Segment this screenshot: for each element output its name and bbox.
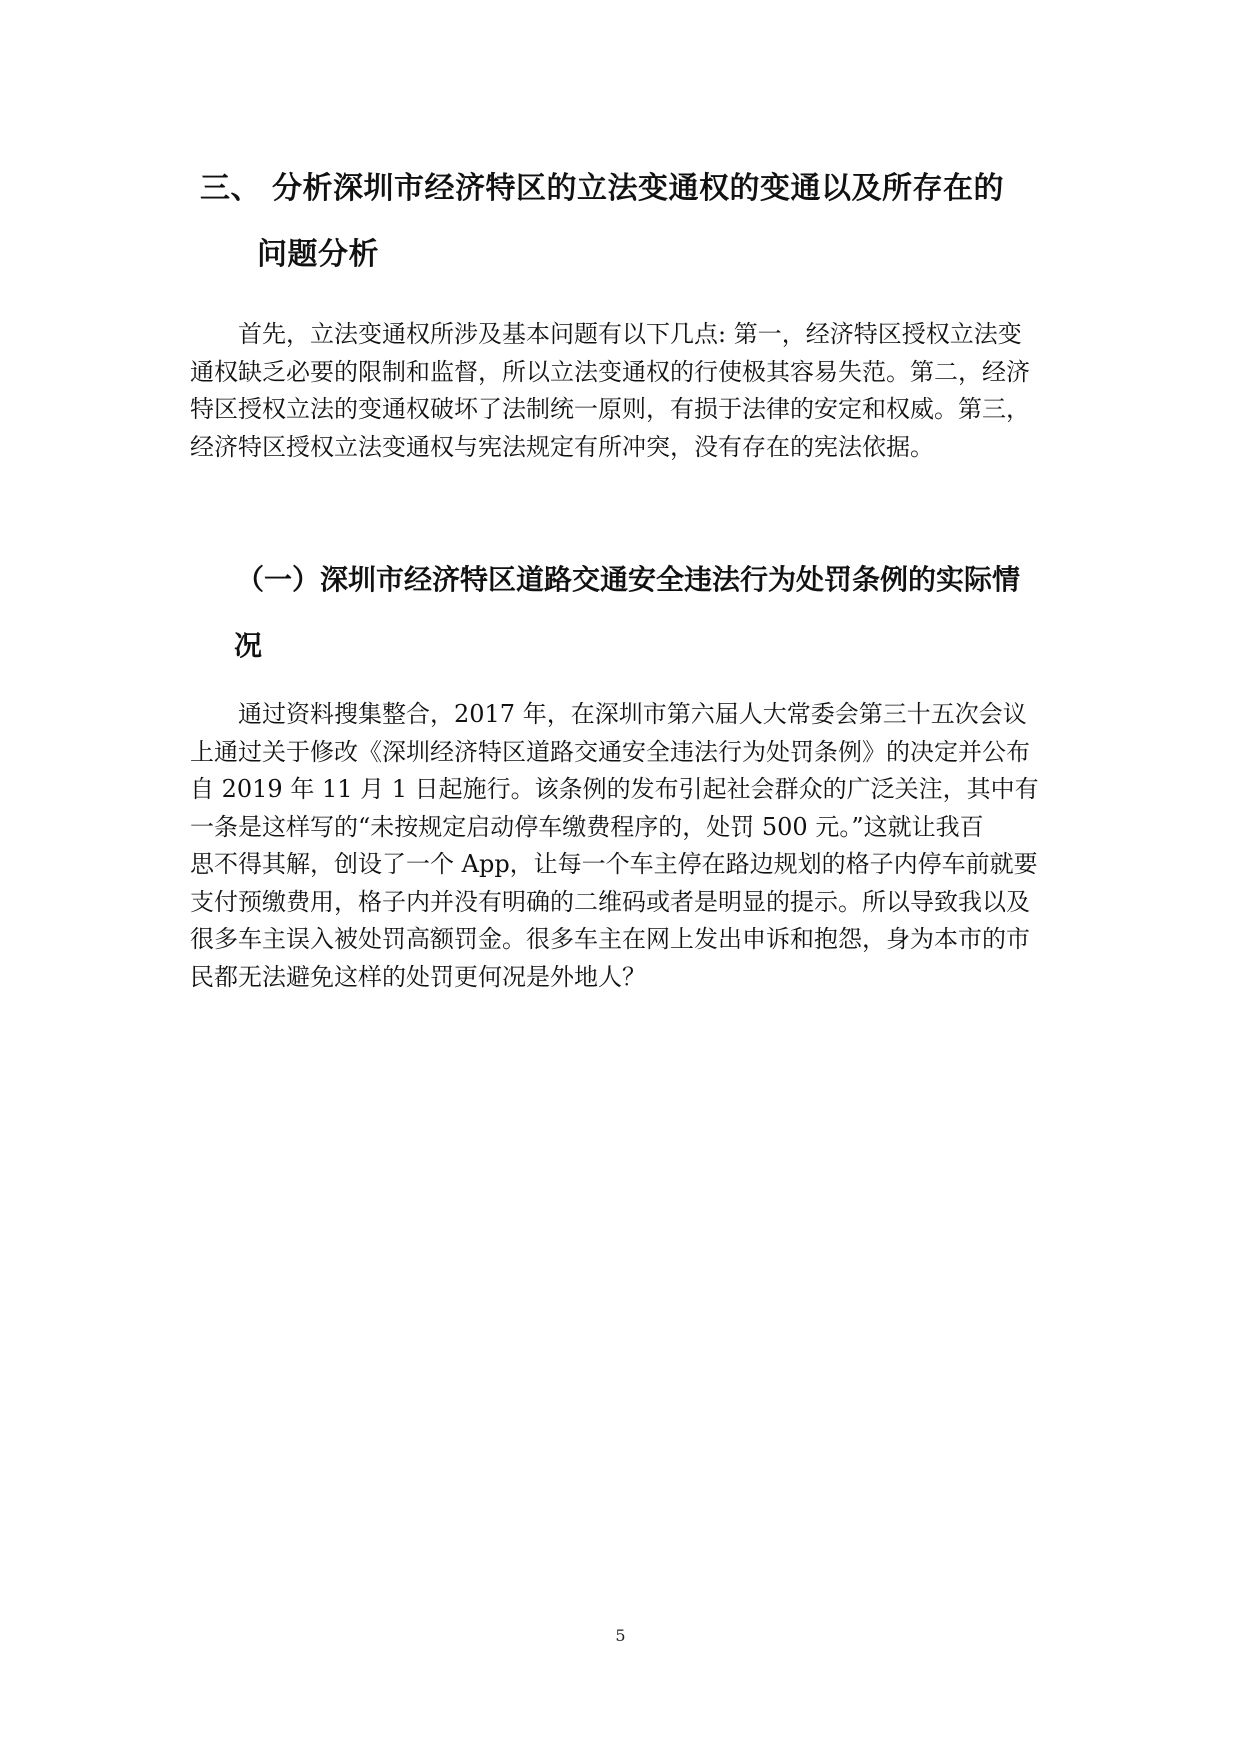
paragraph-line: 通过资料搜集整合，2017 年，在深圳市第六届人大常委会第三十五次会议 — [238, 700, 1027, 728]
paragraph-line: 自 2019 年 11 月 1 日起施行。该条例的发布引起社会群众的广泛关注，其中有 — [190, 775, 1039, 803]
paragraph-line: 上通过关于修改《深圳经济特区道路交通安全违法行为处罚条例》的决定并公布 — [190, 737, 1030, 766]
subsection-heading-line-2: 况 — [234, 629, 263, 662]
paragraph-line: 通权缺乏必要的限制和监督，所以立法变通权的行使极其容易失范。第二，经济 — [190, 357, 1030, 386]
section-heading-line-1: 分析深圳市经济特区的立法变通权的变通以及所存在的 — [272, 171, 1004, 206]
section-heading — [200, 156, 1100, 288]
paragraph-line: 经济特区授权立法变通权与宪法规定有所冲突，没有存在的宪法依据。 — [190, 432, 934, 461]
paragraph-1 — [190, 316, 1060, 466]
paragraph-line: 支付预缴费用，格子内并没有明确的二维码或者是明显的提示。所以导致我以及 — [190, 887, 1030, 916]
paragraph-line: 特区授权立法的变通权破坏了法制统一原则，有损于法律的安定和权威。第三， — [190, 395, 1030, 423]
paragraph-line: 一条是这样写的“未按规定启动停车缴费程序的，处罚 500 元。”这就让我百 — [190, 812, 984, 841]
paragraph-2 — [190, 696, 1060, 996]
paragraph-line: 民都无法避免这样的处罚更何况是外地人？ — [190, 962, 646, 991]
paragraph-line: 思不得其解，创设了一个 App，让每一个车主停在路边规划的格子内停车前就要 — [190, 850, 1038, 878]
page-number: 5 — [615, 1626, 626, 1645]
section-number: 三、 — [200, 171, 261, 206]
subsection-heading — [236, 547, 1086, 679]
paragraph-line: 首先，立法变通权所涉及基本问题有以下几点: 第一，经济特区授权立法变 — [238, 320, 1022, 348]
subsection-heading-line-1: （一）深圳市经济特区道路交通安全违法行为处罚条例的实际情 — [236, 563, 1021, 596]
section-heading-line-2: 问题分析 — [257, 237, 379, 272]
paragraph-line: 很多车主误入被处罚高额罚金。很多车主在网上发出申诉和抱怨，身为本市的市 — [190, 925, 1030, 953]
